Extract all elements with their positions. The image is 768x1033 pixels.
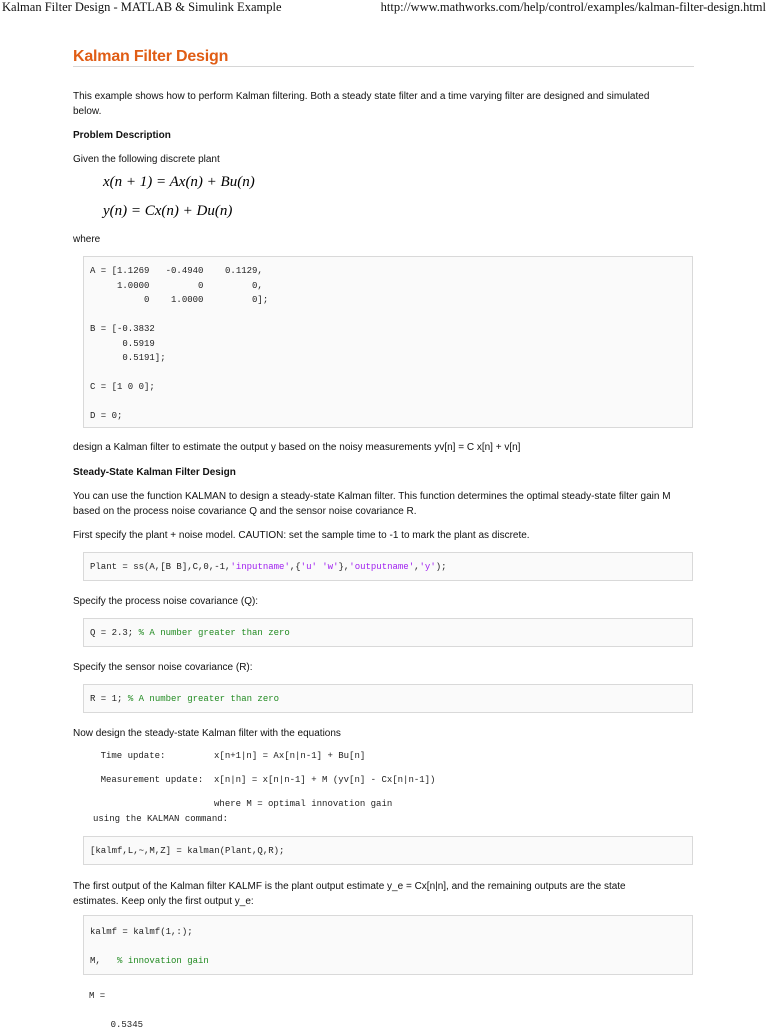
q-comment: % A number greater than zero — [138, 628, 290, 638]
heading-steady-state: Steady-State Kalman Filter Design — [73, 467, 236, 478]
first-output-line-1: The first output of the Kalman filter KALMF is the plant output estimate y_e = Cx[n|n], and the remaining outputs are the state — [73, 881, 626, 892]
code-m — [90, 954, 209, 969]
code-q — [90, 626, 290, 641]
title-divider — [73, 66, 694, 67]
plant-code-part: Plant = ss(A,[B B],C,0,-1, — [90, 562, 231, 572]
code-kalman: [kalmf,L,~,M,Z] = kalman(Plant,Q,R); — [90, 846, 285, 856]
plant-code-part: ); — [435, 562, 447, 572]
code-matrices: A = [1.1269 -0.4940 0.1129, 1.0000 0 0, 0 1.0000 0]; B = [-0.3832 0.5919 0.5191]; C = [1 0 0]; D = 0; — [90, 266, 269, 421]
equation-output: y(n) = Cx(n) + Du(n) — [103, 203, 233, 219]
page-title: Kalman Filter Design — [73, 48, 229, 65]
r-comment: % A number greater than zero — [127, 694, 280, 704]
equation-state: x(n + 1) = Ax(n) + Bu(n) — [103, 174, 255, 190]
steady-line-2: based on the process noise covariance Q and the sensor noise covariance R. — [73, 506, 417, 517]
code-plant — [90, 560, 447, 575]
intro-line-1: This example shows how to perform Kalman filtering. Both a steady state filter and a time varying filter are designed and simulated — [73, 91, 650, 102]
m-code: M, — [90, 956, 118, 966]
spec-r-text: Specify the sensor noise covariance (R): — [73, 662, 253, 673]
m-comment: % innovation gain — [117, 956, 209, 966]
given-text: Given the following discrete plant — [73, 154, 220, 165]
first-output-line-2: estimates. Keep only the first output y_e: — [73, 896, 254, 907]
plant-code-part: ,{ — [289, 562, 301, 572]
plant-code-part: , — [414, 562, 420, 572]
now-design-text: Now design the steady-state Kalman filter with the equations — [73, 728, 341, 739]
intro-line-2: below. — [73, 106, 102, 117]
code-box-kalman — [83, 836, 693, 865]
spec-q-text: Specify the process noise covariance (Q): — [73, 596, 259, 607]
browser-page-title: Kalman Filter Design - MATLAB & Simulink Example — [2, 0, 282, 14]
where-text: where — [73, 234, 101, 245]
string-literal: 'u' — [300, 562, 317, 572]
m-output: M = 0.5345 — [89, 991, 144, 1030]
code-box-q — [83, 618, 693, 647]
string-literal: 'outputname' — [349, 562, 415, 572]
using-kalman-text: using the KALMAN command: — [93, 814, 229, 824]
page-url[interactable]: http://www.mathworks.com/help/control/examples/kalman-filter-design.html — [380, 0, 766, 14]
code-box-matrices — [83, 256, 693, 428]
string-literal: 'w' — [322, 562, 339, 572]
r-code: R = 1; — [90, 694, 128, 704]
design-text: design a Kalman filter to estimate the output y based on the noisy measurements yv[n] = C x[n] + v[n] — [73, 442, 521, 453]
code-box-r — [83, 684, 693, 713]
steady-line-1: You can use the function KALMAN to design a steady-state Kalman filter. This function determines the optimal steady-state filter gain M — [73, 491, 671, 502]
heading-problem-description: Problem Description — [73, 130, 171, 141]
equations-block: Time update: x[n+1|n] = Ax[n|n-1] + Bu[n] Measurement update: x[n|n] = x[n|n-1] + M (yv[n] - Cx[n|n-1]) where M = optimal innovation gain — [100, 751, 436, 809]
plant-code-part: }, — [338, 562, 350, 572]
code-box-plant — [83, 552, 693, 581]
code-kalmf: kalmf = kalmf(1,:); — [90, 927, 193, 937]
first-specify-text: First specify the plant + noise model. CAUTION: set the sample time to -1 to mark the plant as discrete. — [73, 530, 530, 541]
code-r — [90, 692, 279, 707]
string-literal: 'y' — [419, 562, 436, 572]
string-literal: 'inputname' — [230, 562, 290, 572]
q-code: Q = 2.3; — [90, 628, 139, 638]
code-box-kalmf — [83, 915, 693, 975]
